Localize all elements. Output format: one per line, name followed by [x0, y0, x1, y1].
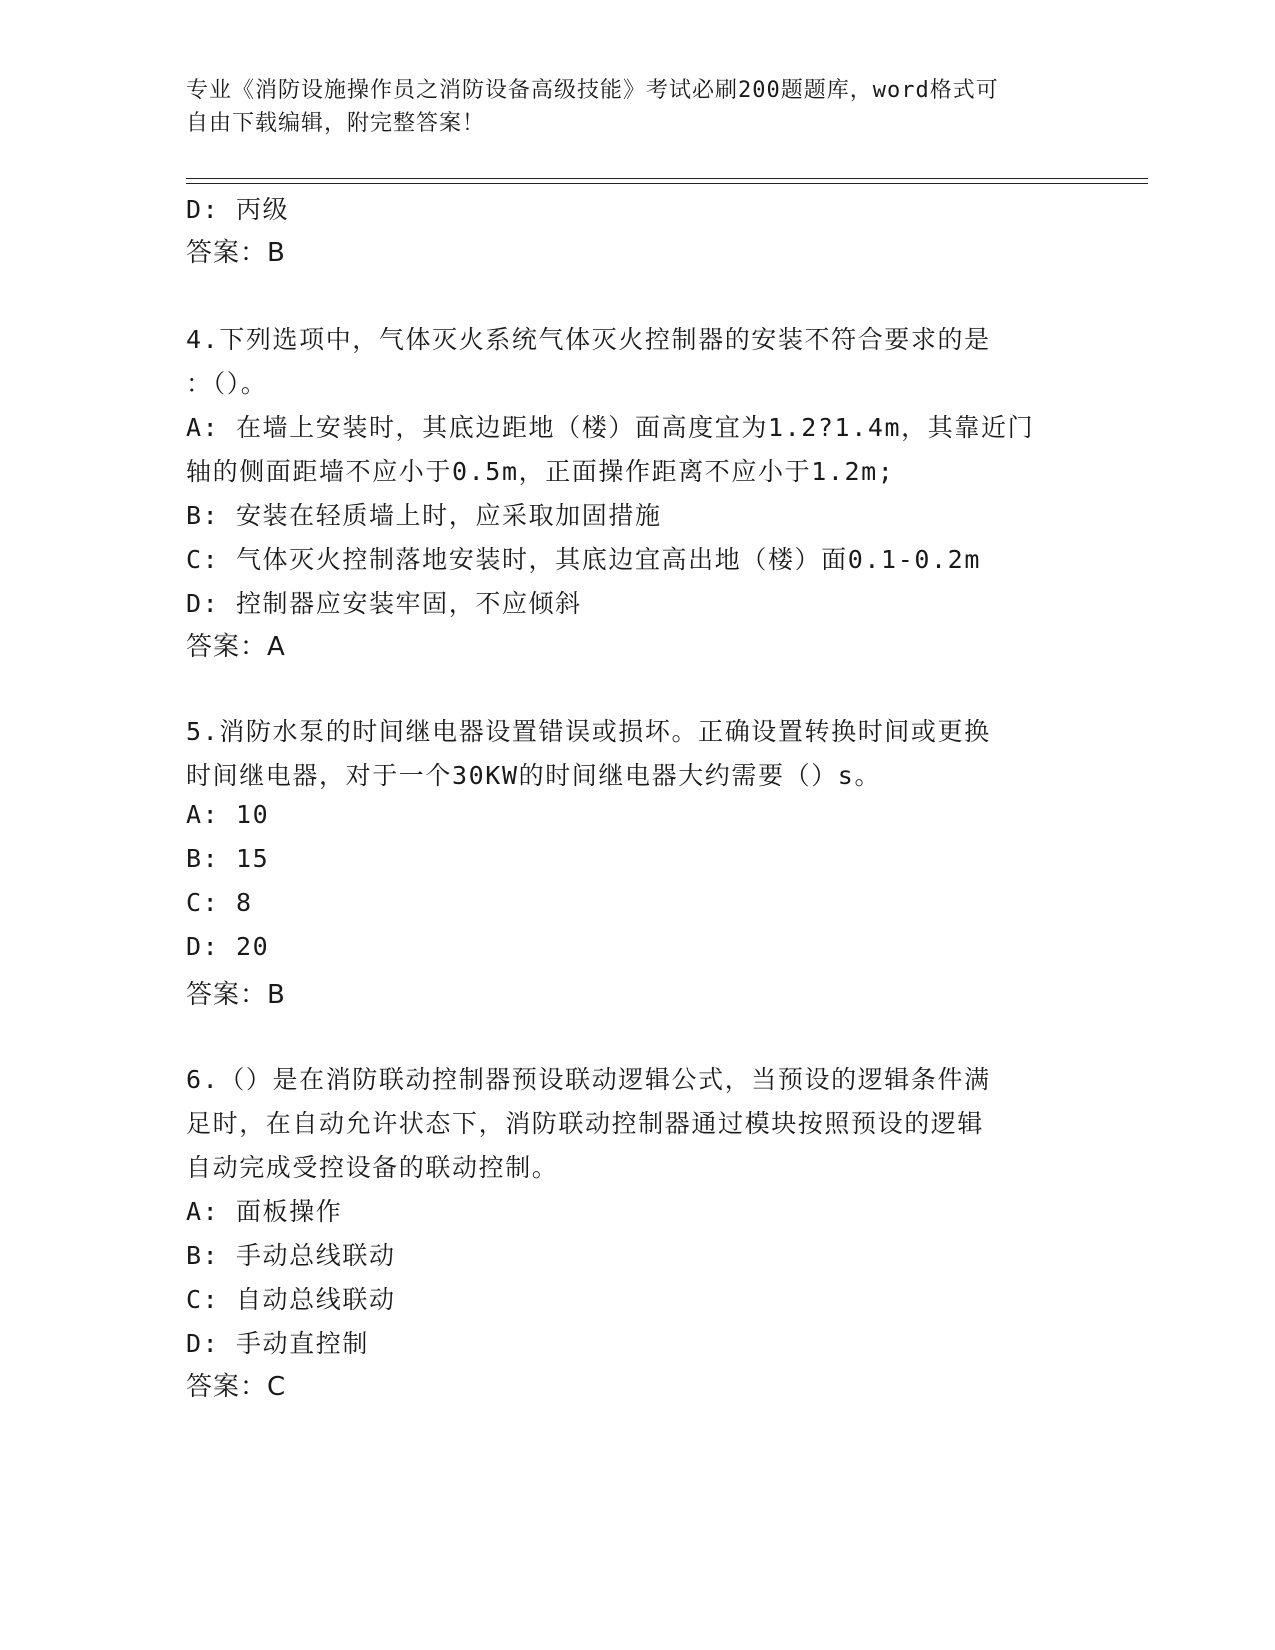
header-divider-bottom	[186, 183, 1148, 184]
q3-answer	[186, 232, 286, 269]
answer-value: B	[267, 980, 286, 1010]
q6-option-a: A: 面板操作	[186, 1197, 343, 1226]
q6-option-c: C: 自动总线联动	[186, 1285, 396, 1314]
q6-stem-line-2: 足时，在自动允许状态下，消防联动控制器通过模块按照预设的逻辑	[186, 1109, 985, 1138]
q4-stem-line-2: ：（）。	[186, 369, 268, 398]
q5-stem-line-2: 时间继电器，对于一个30KW的时间继电器大约需要（）s。	[186, 761, 882, 790]
header-divider-top	[186, 178, 1148, 179]
q6-option-b: B: 手动总线联动	[186, 1241, 396, 1270]
q6-option-d: D: 手动直控制	[186, 1329, 369, 1358]
q4-option-c: C: 气体灭火控制落地安装时，其底边宜高出地（楼）面0.1-0.2m	[186, 545, 981, 574]
answer-label: 答案：	[186, 1372, 268, 1402]
q4-option-a-line-1: A: 在墙上安装时，其底边距地（楼）面高度宜为1.2?1.4m，其靠近门	[186, 413, 1035, 442]
q6-stem-line-3: 自动完成受控设备的联动控制。	[186, 1153, 559, 1182]
q4-option-a-line-2: 轴的侧面距墙不应小于0.5m，正面操作距离不应小于1.2m;	[186, 457, 895, 486]
q5-option-c: C: 8	[186, 888, 253, 917]
q5-stem-line-1: 5.消防水泵的时间继电器设置错误或损坏。正确设置转换时间或更换	[186, 717, 991, 746]
q5-option-d: D: 20	[186, 932, 270, 961]
q4-answer	[186, 626, 286, 663]
answer-label: 答案：	[186, 632, 268, 662]
q3-option-d: D: 丙级	[186, 195, 290, 224]
answer-label: 答案：	[186, 980, 268, 1010]
q6-answer	[186, 1366, 286, 1403]
q5-option-b: B: 15	[186, 844, 270, 873]
q4-option-b: B: 安装在轻质墙上时，应采取加固措施	[186, 501, 662, 530]
q5-answer	[186, 974, 286, 1011]
answer-value: B	[267, 238, 286, 268]
header-line-1: 专业《消防设施操作员之消防设备高级技能》考试必刷200题题库，word格式可	[186, 78, 999, 103]
q4-option-d: D: 控制器应安装牢固，不应倾斜	[186, 589, 582, 618]
document-header	[186, 74, 1066, 140]
answer-label: 答案：	[186, 238, 268, 268]
q4-stem-line-1: 4.下列选项中，气体灭火系统气体灭火控制器的安装不符合要求的是	[186, 325, 991, 354]
answer-value: A	[267, 632, 286, 662]
q5-option-a: A: 10	[186, 800, 270, 829]
q6-stem-line-1: 6.（）是在消防联动控制器预设联动逻辑公式，当预设的逻辑条件满	[186, 1065, 991, 1094]
header-line-2: 自由下载编辑，附完整答案！	[186, 111, 486, 136]
answer-value: C	[267, 1372, 287, 1402]
